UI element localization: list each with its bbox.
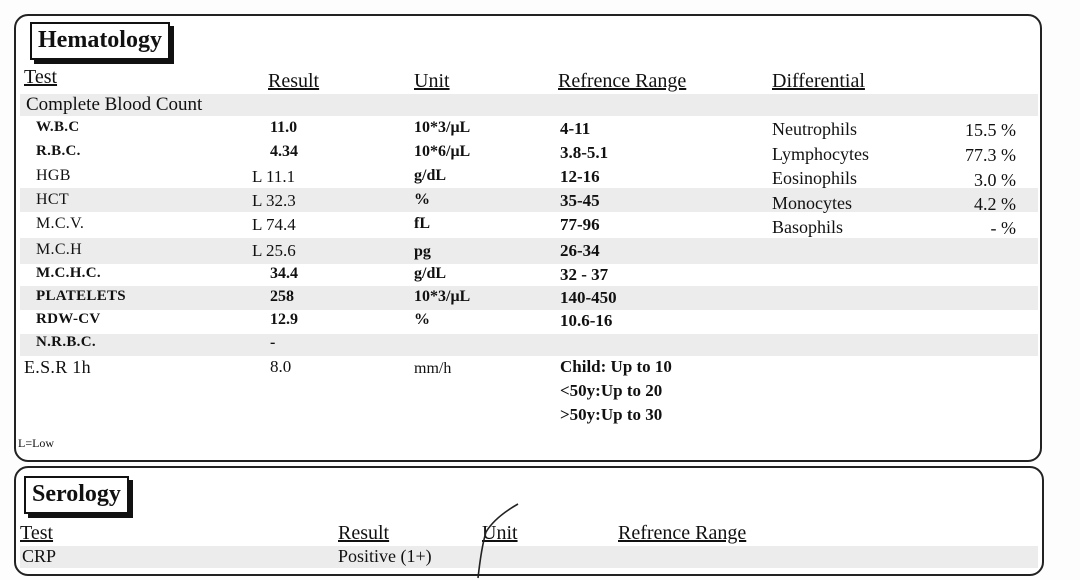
serology-header-unit: Unit [482, 522, 518, 544]
test-unit: 10*3/μL [414, 119, 471, 136]
serology-header-test: Test [20, 522, 54, 544]
test-result: 34.4 [270, 265, 298, 282]
differential-name: Neutrophils [772, 119, 857, 139]
test-name: N.R.B.C. [36, 334, 96, 350]
serology-header-result: Result [338, 522, 390, 544]
test-range: 77-96 [560, 215, 600, 234]
test-name: R.B.C. [36, 143, 81, 159]
test-name-esr: E.S.R 1h [24, 357, 91, 377]
test-unit: fL [414, 215, 430, 232]
test-result: - [270, 334, 276, 351]
test-name: RDW-CV [36, 311, 101, 327]
serology-title: Serology [24, 476, 129, 514]
test-range: 35-45 [560, 191, 600, 210]
differential-name: Lymphocytes [772, 144, 869, 164]
header-result: Result [268, 70, 320, 92]
test-unit: g/dL [414, 167, 447, 184]
test-range: 10.6-16 [560, 311, 613, 330]
legend-note: L=Low [18, 436, 55, 450]
test-result: L 25.6 [252, 241, 296, 260]
test-range: 4-11 [560, 119, 591, 138]
differential-value: 3.0 % [974, 170, 1016, 190]
test-unit: 10*6/μL [414, 143, 471, 160]
test-result: L 74.4 [252, 215, 296, 234]
esr-range-line: >50y:Up to 30 [560, 405, 663, 424]
test-result-esr: 8.0 [270, 357, 292, 376]
esr-range-line: Child: Up to 10 [560, 357, 672, 376]
test-unit: g/dL [414, 265, 447, 282]
row-band [20, 188, 1038, 212]
esr-range-line: <50y:Up to 20 [560, 381, 663, 400]
test-name: W.B.C [36, 119, 80, 135]
hematology-title: Hematology [30, 22, 170, 60]
test-name: HCT [36, 191, 69, 208]
serology-test-result: Positive (1+) [338, 546, 432, 566]
header-test: Test [24, 66, 58, 88]
test-unit: pg [414, 243, 431, 260]
serology-header-reference-range: Refrence Range [618, 522, 747, 544]
row-band [20, 238, 1038, 264]
header-unit: Unit [414, 70, 450, 92]
row-band [20, 334, 1038, 356]
test-name: M.C.H [36, 241, 82, 258]
test-unit-esr: mm/h [414, 360, 452, 377]
test-unit: % [414, 191, 430, 208]
differential-value: 15.5 % [965, 120, 1016, 140]
header-reference-range: Refrence Range [558, 70, 687, 92]
test-range: 32 - 37 [560, 265, 609, 284]
test-result: L 11.1 [252, 167, 296, 186]
test-name: M.C.H.C. [36, 265, 101, 281]
test-name: HGB [36, 167, 71, 184]
test-range: 12-16 [560, 167, 600, 186]
serology-test-name: CRP [22, 546, 57, 566]
test-unit: 10*3/μL [414, 288, 471, 305]
row-band [20, 286, 1038, 310]
differential-name: Monocytes [772, 193, 852, 213]
differential-value: 77.3 % [965, 145, 1016, 165]
test-range: 26-34 [560, 241, 600, 260]
test-name: M.C.V. [36, 215, 85, 232]
cbc-subheading: Complete Blood Count [26, 94, 203, 115]
differential-name: Basophils [772, 217, 844, 237]
differential-value: 4.2 % [974, 194, 1016, 214]
test-result: 11.0 [270, 119, 298, 136]
test-result: 4.34 [270, 143, 298, 160]
test-result: 12.9 [270, 311, 298, 328]
differential-value: - % [990, 218, 1016, 238]
test-name: PLATELETS [36, 288, 126, 304]
header-differential: Differential [772, 70, 865, 92]
test-unit: % [414, 311, 430, 328]
test-range: 3.8-5.1 [560, 143, 609, 162]
differential-name: Eosinophils [772, 168, 858, 188]
test-result: L 32.3 [252, 191, 296, 210]
test-result: 258 [270, 288, 294, 305]
test-range: 140-450 [560, 288, 617, 307]
pen-tick-mark [470, 500, 530, 580]
